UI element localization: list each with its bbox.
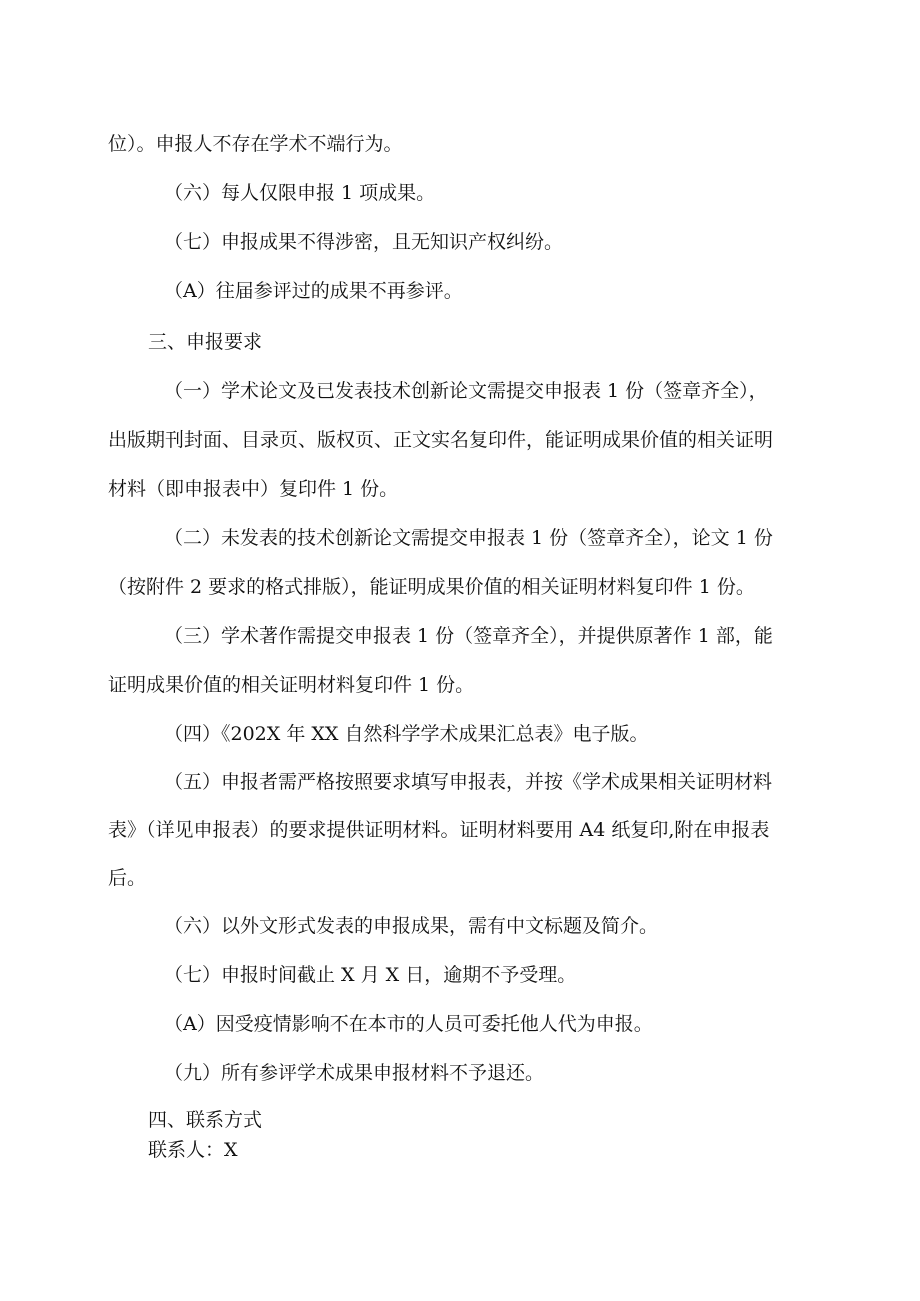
contact-person: 联系人：X bbox=[148, 1139, 238, 1161]
requirement-8: （A）因受疫情影响不在本市的人员可委托他人代为申报。 bbox=[164, 1013, 653, 1035]
requirement-3-line-2: 证明成果价值的相关证明材料复印件 1 份。 bbox=[108, 674, 475, 696]
requirement-5-line-3: 后。 bbox=[108, 867, 147, 889]
continuation-line: 位）。申报人不存在学术不端行为。 bbox=[108, 133, 403, 155]
section-4-heading: 四、联系方式 bbox=[148, 1109, 263, 1131]
requirement-4: （四）《202X 年 XX 自然科学学术成果汇总表》电子版。 bbox=[164, 723, 649, 745]
requirement-1-line-2: 出版期刊封面、目录页、版权页、正文实名复印件，能证明成果价值的相关证明 bbox=[108, 429, 774, 451]
condition-6: （六）每人仅限申报 1 项成果。 bbox=[164, 182, 436, 204]
requirement-5-line-1: （五）申报者需严格按照要求填写申报表，并按《学术成果相关证明材料 bbox=[164, 771, 773, 793]
requirement-9: （九）所有参评学术成果申报材料不予退还。 bbox=[164, 1062, 545, 1084]
section-3-heading: 三、申报要求 bbox=[148, 331, 263, 353]
requirement-1-line-1: （一）学术论文及已发表技术创新论文需提交申报表 1 份（签章齐全）， bbox=[164, 380, 768, 402]
requirement-5-line-2: 表》（详见申报表）的要求提供证明材料。证明材料要用 A4 纸复印,附在申报表 bbox=[108, 819, 770, 841]
requirement-2-line-1: （二）未发表的技术创新论文需提交申报表 1 份（签章齐全），论文 1 份 bbox=[164, 527, 773, 549]
requirement-7: （七）申报时间截止 X 月 X 日，逾期不予受理。 bbox=[164, 964, 577, 986]
requirement-6: （六）以外文形式发表的申报成果，需有中文标题及简介。 bbox=[164, 915, 659, 937]
condition-7: （七）申报成果不得涉密，且无知识产权纠纷。 bbox=[164, 231, 564, 253]
condition-8: （A）往届参评过的成果不再参评。 bbox=[164, 280, 463, 302]
requirement-3-line-1: （三）学术著作需提交申报表 1 份（签章齐全），并提供原著作 1 部，能 bbox=[164, 625, 773, 647]
requirement-1-line-3: 材料（即申报表中）复印件 1 份。 bbox=[108, 478, 399, 500]
requirement-2-line-2: （按附件 2 要求的格式排版），能证明成果价值的相关证明材料复印件 1 份。 bbox=[108, 576, 755, 598]
